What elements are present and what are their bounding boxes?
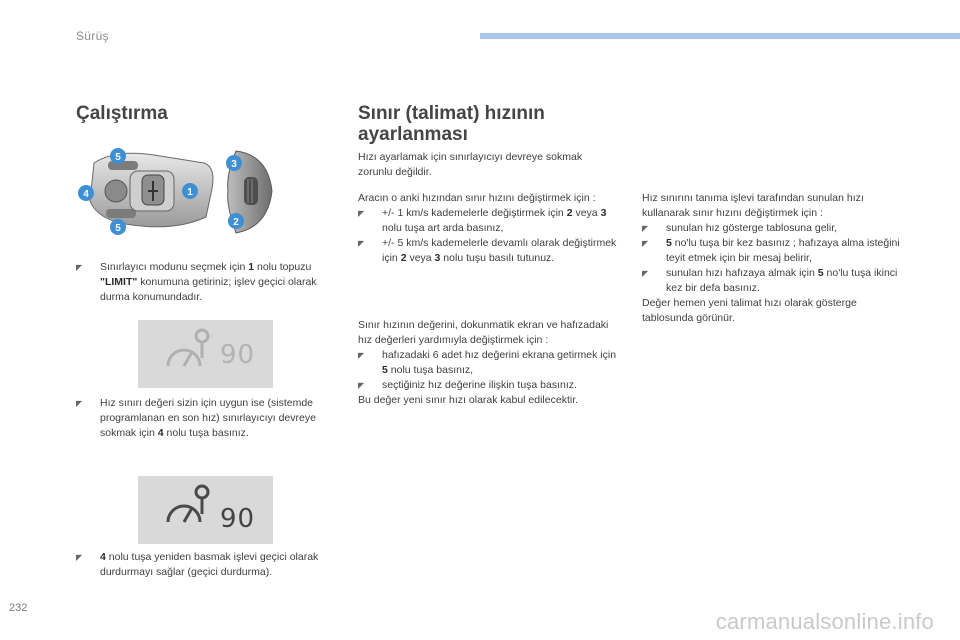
callout-1: 1 xyxy=(187,187,193,198)
bullet-marker-icon: ◤ xyxy=(358,209,365,218)
limiter-display-active xyxy=(138,476,273,544)
callout-4: 4 xyxy=(83,189,89,200)
speed-value-active: 90 xyxy=(220,504,256,534)
header-bar xyxy=(480,33,960,39)
left-bullet-2: ◤ Hız sınırı değeri sizin için uygun ise (sistemde programlanan en son hız) sınırlayıcıyı devreye sokmak için 4 nolu tuşa basınız. xyxy=(76,397,316,439)
right-block: Hız sınırını tanıma işlevi tarafından sunulan hızı kullanarak sınır hızını değiştirmek için : ◤ sunulan hız gösterge tablosuna gelir, ◤ 5 no'lu tuşa bir kez basınız ; hafızaya alma isteğini teyit etmek için bir mesaj belirir, ◤ sunulan hızı hafızaya almak için 5 no'lu tuşa ikinci kez bir defa basınız. Değer hemen yeni talimat hızı olarak gösterge tablosunda görünür. xyxy=(642,192,900,324)
left-heading: Çalıştırma xyxy=(76,103,168,124)
middle-block-1: Aracın o anki hızından sınır hızını değiştirmek için : ◤ +/- 1 km/s kademelerle değiştirmek için 2 veya 3 nolu tuşa art arda basınız, ◤ +/- 5 km/s kademelerle devamlı olarak değiştirmek için 2 veya 3 nolu tuşu basılı tutunuz. xyxy=(358,192,617,264)
middle-intro: Hızı ayarlamak için sınırlayıcıyı devreye sokmak zorunlu değildir. xyxy=(358,151,583,178)
speed-value-standby: 90 xyxy=(220,340,256,370)
bullet-marker-icon: ◤ xyxy=(76,263,83,272)
callout-5-bottom: 5 xyxy=(115,223,121,234)
bullet-marker-icon: ◤ xyxy=(642,269,649,278)
limiter-display-standby xyxy=(138,320,273,388)
callout-5-top: 5 xyxy=(115,152,121,163)
middle-heading: Sınır (talimat) hızının ayarlanması xyxy=(358,103,545,145)
bullet-marker-icon: ◤ xyxy=(358,351,365,360)
watermark: carmanualsonline.info xyxy=(715,609,934,634)
bullet-marker-icon: ◤ xyxy=(358,239,365,248)
bullet-marker-icon: ◤ xyxy=(642,239,649,248)
left-bullet-1: ◤ Sınırlayıcı modunu seçmek için 1 nolu topuzu "LIMIT" konumuna getiriniz; işlev geçici olarak durma konumundadır. xyxy=(76,261,317,303)
cruise-stalk-illustration xyxy=(76,145,276,237)
bullet-marker-icon: ◤ xyxy=(76,553,83,562)
page-number: 232 xyxy=(9,602,28,614)
callout-3: 3 xyxy=(231,159,237,170)
middle-block-2: Sınır hızının değerini, dokunmatik ekran ve hafızadaki hız değerleri yardımıyla değiştirmek için : ◤ hafızadaki 6 adet hız değerini ekrana getirmek için 5 nolu tuşa basınız, ◤ seçtiğiniz hız değerine ilişkin tuşa basınız. Bu değer yeni sınır hızı olarak kabul edilecektir. xyxy=(358,319,617,406)
section-title: Sürüş xyxy=(76,29,109,43)
callout-2: 2 xyxy=(233,217,239,228)
bullet-marker-icon: ◤ xyxy=(358,381,365,390)
bullet-marker-icon: ◤ xyxy=(76,399,83,408)
left-bullet-3: ◤ 4 nolu tuşa yeniden basmak işlevi geçici olarak durdurmayı sağlar (geçici durdurma). xyxy=(76,551,319,578)
bullet-marker-icon: ◤ xyxy=(642,224,649,233)
